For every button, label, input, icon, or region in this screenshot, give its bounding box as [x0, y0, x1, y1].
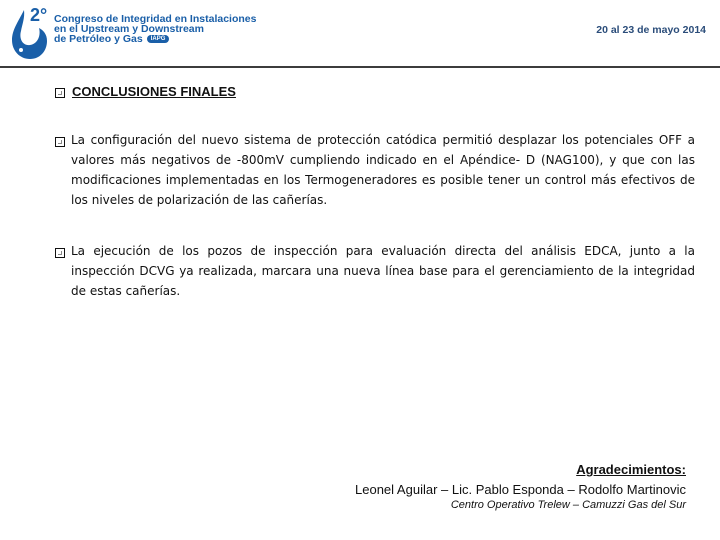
event-date: 20 al 23 de mayo 2014	[596, 24, 706, 36]
section-checkbox-bullet-icon	[55, 88, 65, 98]
logo-line-2: en el Upstream y Downstream	[54, 23, 204, 35]
header-divider	[0, 66, 720, 68]
congress-logo	[8, 4, 258, 62]
logo-line-3	[54, 34, 256, 44]
slide-header	[0, 0, 720, 68]
paragraph-2-checkbox-bullet-icon	[55, 248, 65, 258]
paragraph-1-checkbox-bullet-icon	[55, 137, 65, 147]
water-drop-icon	[10, 4, 54, 62]
acknowledgements-title: Agradecimientos:	[576, 462, 686, 477]
acknowledgements-organization: Centro Operativo Trelew – Camuzzi Gas del Sur	[450, 499, 686, 511]
logo-line-1: Congreso de Integridad en Instalaciones	[54, 13, 257, 25]
logo-number: 2°	[30, 5, 48, 25]
logo-wordmark	[54, 14, 256, 44]
acknowledgements-names: Leonel Aguilar – Lic. Pablo Esponda – Rodolfo Martinovic	[355, 482, 686, 497]
iapg-badge: IAPG	[147, 35, 170, 43]
conclusion-paragraph-2: La ejecución de los pozos de inspección para evaluación directa del análisis EDCA, junto a la inspección DCVG ya realizada, marcara una nueva línea base para el gerenciamiento de la integridad de estas cañerías.	[71, 244, 695, 298]
conclusion-paragraph-1: La configuración del nuevo sistema de protección catódica permitió desplazar los potenciales OFF a valores más negativos de -800mV cumpliendo indicado en el Apéndice- D (NAG100), y que con las modificaciones implementadas en los Termogeneradores es posible tener un control más efectivos de los niveles de polarización de las cañerías.	[71, 133, 695, 207]
section-title: CONCLUSIONES FINALES	[72, 84, 236, 99]
logo-line-3-text: de Petróleo y Gas	[54, 33, 143, 45]
